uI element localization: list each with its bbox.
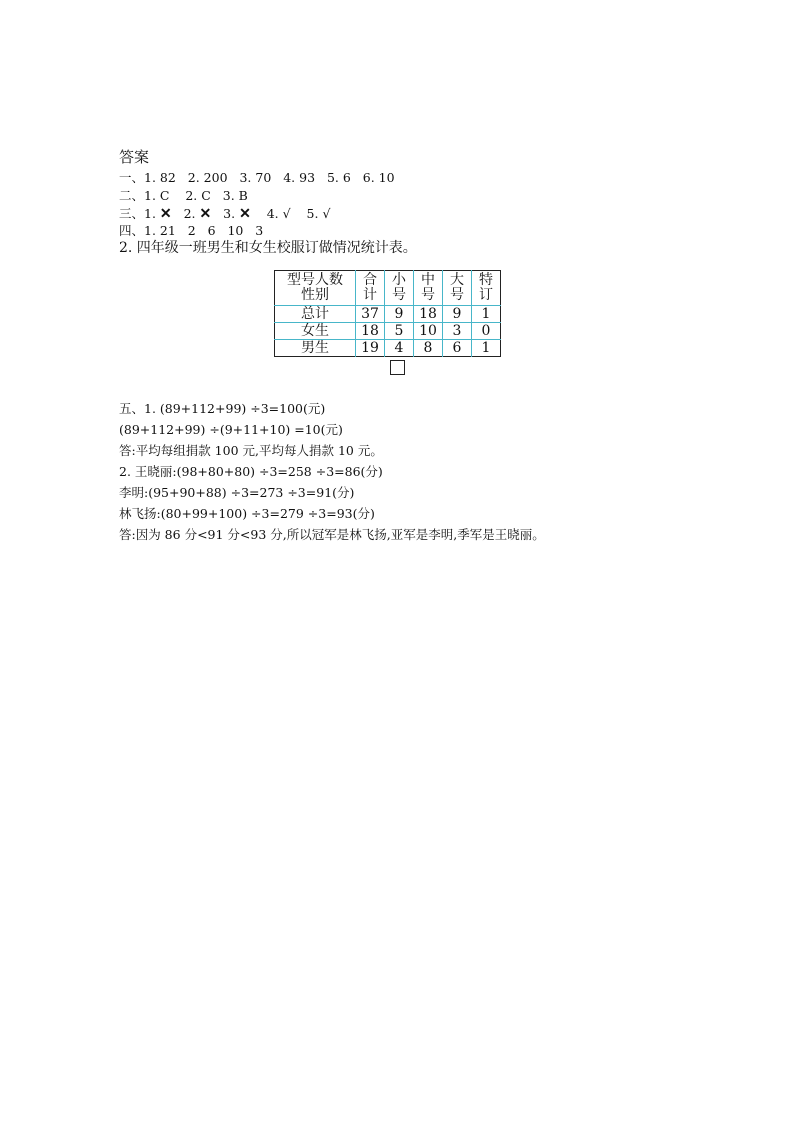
answer-value: 10 (378, 170, 395, 185)
answer-number: 6. (362, 170, 375, 185)
column-header-char: 中 (421, 272, 435, 288)
section-3-prefix: 三、1. (119, 206, 156, 221)
answer-number: 4. (283, 170, 296, 185)
answer-number: 2. (183, 206, 196, 221)
answer-number: 5. (326, 170, 339, 185)
column-header-total (356, 271, 385, 306)
table-cell: 9 (443, 306, 472, 323)
column-header-large (443, 271, 472, 306)
answer-value: 200 (203, 170, 228, 185)
row-label: 女生 (275, 323, 356, 340)
answer-value: 70 (255, 170, 272, 185)
section-5-line-5: 李明:(95+90+88) ÷3=273 ÷3=91(分) (119, 485, 355, 500)
header-diagonal-cell (275, 271, 356, 306)
answer-number: 4. (266, 206, 279, 221)
section-5-line-3: 答:平均每组捐款 100 元,平均每人捐款 10 元。 (119, 443, 383, 458)
section-5-line-2: (89+112+99) ÷(9+11+10) =10(元) (119, 422, 343, 437)
section-5-line-4: 2. 王晓丽:(98+80+80) ÷3=258 ÷3=86(分) (119, 464, 383, 479)
row-label: 总计 (275, 306, 356, 323)
table-row (275, 306, 501, 323)
check-mark-icon: √ (282, 206, 291, 221)
cross-mark-icon: ✕ (199, 206, 212, 222)
table-cell: 3 (443, 323, 472, 340)
table-row (275, 323, 501, 340)
section-5-line-6: 林飞扬:(80+99+100) ÷3=279 ÷3=93(分) (119, 506, 375, 521)
answer-value: 6 (342, 170, 351, 185)
cross-mark-icon: ✕ (239, 206, 251, 222)
column-header-special (472, 271, 501, 306)
column-header-char: 号 (392, 287, 406, 303)
table-cell: 10 (414, 323, 443, 340)
table-cell: 4 (385, 340, 414, 357)
table-cell: 6 (443, 340, 472, 357)
table-row (275, 340, 501, 357)
column-header-char: 特 (479, 272, 493, 288)
uniform-statistics-table (274, 270, 501, 357)
section-1-answers (119, 170, 395, 186)
column-header-char: 小 (392, 272, 406, 288)
section-1-prefix: 一、1. (119, 170, 156, 185)
table-cell: 0 (472, 323, 501, 340)
check-mark-icon: √ (322, 206, 331, 221)
answer-number: 3. (223, 206, 236, 221)
section-2-answers: 二、1. C 2. C 3. B (119, 188, 248, 203)
column-header-char: 合 (363, 272, 377, 288)
section-5-line-1: 五、1. (89+112+99) ÷3=100(元) (119, 401, 326, 416)
column-header-char: 订 (479, 287, 493, 303)
answer-number: 2. (187, 170, 200, 185)
cross-mark-icon: ✕ (159, 206, 172, 222)
header-top-label: 型号人数 (287, 272, 343, 288)
table-cell: 18 (414, 306, 443, 323)
table-caption: 2. 四年级一班男生和女生校服订做情况统计表。 (119, 240, 417, 256)
answer-number: 3. (239, 170, 252, 185)
answer-value: 82 (159, 170, 176, 185)
column-header-char: 计 (363, 287, 377, 303)
column-header-small (385, 271, 414, 306)
answer-number: 5. (306, 206, 319, 221)
table-cell: 9 (385, 306, 414, 323)
table-cell: 37 (356, 306, 385, 323)
column-header-medium (414, 271, 443, 306)
table-cell: 8 (414, 340, 443, 357)
section-4-answers: 四、1. 21 2 6 10 3 (119, 223, 264, 238)
section-5-line-7: 答:因为 86 分<91 分<93 分,所以冠军是林飞扬,亚军是李明,季军是王晓丽。 (119, 527, 545, 542)
header-bottom-label: 性别 (301, 287, 329, 303)
page-heading: 答案 (119, 148, 150, 166)
table-cell: 1 (472, 340, 501, 357)
table-header-row (275, 271, 501, 306)
table-cell: 5 (385, 323, 414, 340)
section-3-answers (119, 206, 330, 222)
table-cell: 1 (472, 306, 501, 323)
table-cell: 19 (356, 340, 385, 357)
column-header-char: 大 (450, 272, 464, 288)
empty-square-icon (390, 360, 405, 375)
column-header-char: 号 (421, 287, 435, 303)
table-cell: 18 (356, 323, 385, 340)
column-header-char: 号 (450, 287, 464, 303)
answer-value: 93 (299, 170, 316, 185)
row-label: 男生 (275, 340, 356, 357)
